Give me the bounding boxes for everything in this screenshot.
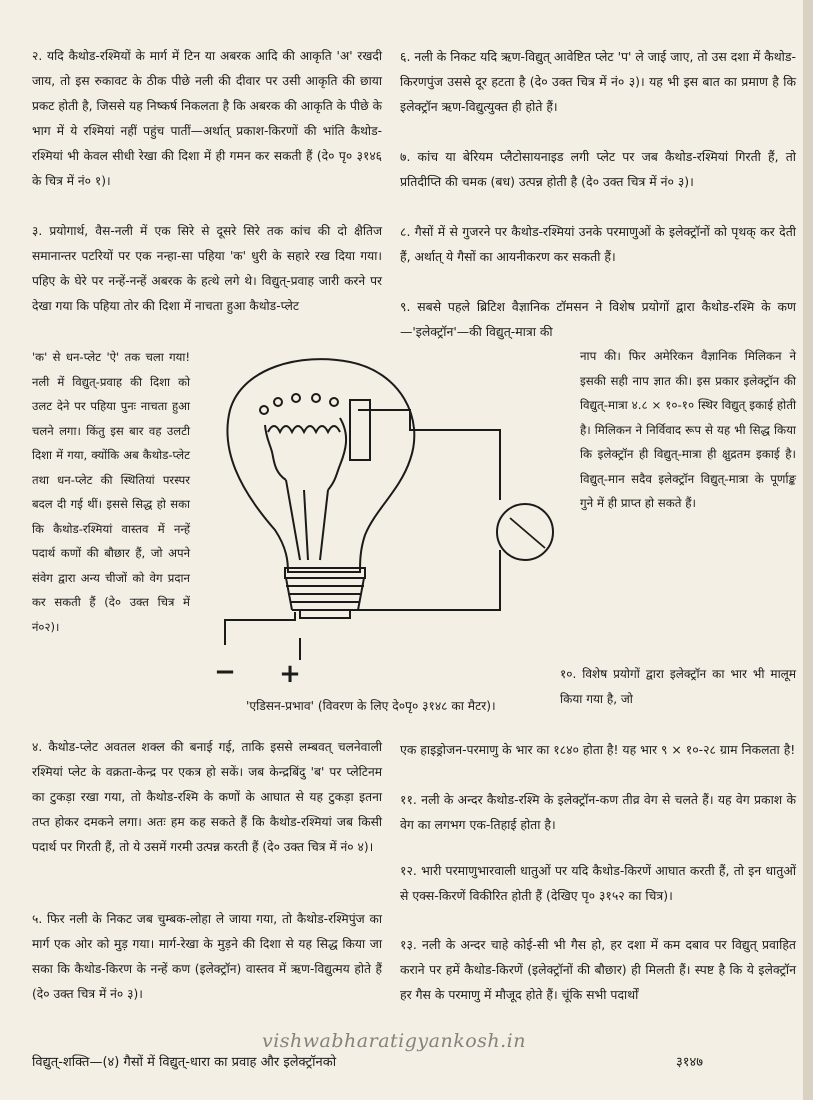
- paragraph-13: १३. नली के अन्दर चाहे कोई-सी भी गैस हो, हर दशा में कम दबाव पर विद्युत् प्रवाहित कराने पर हमें कैथोड-किरणें (इलेक्ट्रॉनों की बौछार) ही मिलती हैं। स्पष्ट है कि ये इलेक्ट्रॉन हर गैस के परमाणु में मौजूद होते हैं। चूंकि सभी पदार्थों: [400, 937, 796, 1002]
- page-number: ३१४७: [676, 1055, 704, 1070]
- paragraph-12: १२. भारी परमाणुभारवाली धातुओं पर यदि कैथोड-किरणें आघात करती हैं, तो इन धातुओं से एक्स-किरणें विकीरित होती हैं (देखिए पृ० ३१५२ का चित्र)।: [400, 863, 796, 903]
- paragraph-10-full: एक हाइड्रोजन-परमाणु के भार का १८४० होता है! यह भार ९ × १०-२८ ग्राम निकलता है!: [400, 742, 796, 757]
- paragraph-9-full: ९. सबसे पहले ब्रिटिश वैज्ञानिक टॉमसन ने विशेष प्रयोगों द्वारा कैथोड-रश्मि के कण—'इलेक्ट्रॉन'—की विद्युत्-मात्रा की: [400, 299, 796, 339]
- paragraph-7: ७. कांच या बेरियम प्लैटोसायनाइड लगी प्लेट पर जब कैथोड-रश्मियां गिरती हैं, तो प्रतिदीप्ति की चमक (बध) उत्पन्न होती है (दे० उक्त चित्र में नं० ३)।: [400, 149, 796, 189]
- filament-coil: [268, 426, 340, 432]
- screw-base: [286, 578, 364, 610]
- paragraph-3-wrap: 'क' से धन-प्लेट 'ऐ' तक चला गया! नली में विद्युत्-प्रवाह की दिशा को उलट देने पर पहिया पुनः नाचता हुआ चलने लगा। किंतु इस बार वह उलटी दिशा में गया, क्योंकि अब कैथोड-प्लेट तथा धन-प्लेट की स्थितियां परस्पर बदल दी गई थीं। इससे सिद्ध हो सका कि कैथोड-रश्मियां वास्तव में नन्हें पदार्थ कणों की बौछार हैं, जो अपने संवेग द्वारा अन्य चीजों को वेग प्रदान कर सकती हैं (दे० उक्त चित्र में नं०२)।: [32, 350, 190, 634]
- paragraph-6: ६. नली के निकट यदि ऋण-विद्युत् आवेष्टित प्लेट 'प' ले जाई जाए, तो उस दशा में कैथोड-किरणपुंज उससे दूर हटता है (दे० उक्त चित्र में नं० ३)। यह भी इस बात का प्रमाण है कि इलेक्ट्रॉन ऋण-विद्युत्युक्त ही होते हैं।: [400, 49, 796, 114]
- figure-caption: 'एडिसन-प्रभाव' (विवरण के लिए दे०पृ० ३१४८ का मैटर)।: [246, 699, 496, 713]
- paragraph-2: २. यदि कैथोड-रश्मियों के मार्ग में टिन या अबरक आदि की आकृति 'अ' रखदी जाय, तो इस रुकावट के ठीक पीछे नली की दीवार पर उसी आकृति की छाया प्रकट होती है, जिससे यह निष्कर्ष निकलता है कि अबरक की आकृति के पीछे के भाग में ये रश्मियां नहीं पहुंच पातीं—अर्थात् प्रकाश-किरणों की भांति कैथोड-रश्मियां भी केवल सीधी रेखा की दिशा में ही गमन कर सकती हैं (दे० पृ० ३१४६ के चित्र में नं० १)।: [32, 49, 382, 188]
- paragraph-8: ८. गैसों में से गुजरने पर कैथोड-रश्मियां उनके परमाणुओं के इलेक्ट्रॉनों को पृथक् कर देती हैं, अर्थात् ये गैसों का आयनीकरण कर सकती हैं।: [400, 224, 796, 264]
- lead-wires: [286, 480, 328, 560]
- base-tip: [300, 610, 350, 618]
- plus-terminal: +: [279, 659, 301, 689]
- website-watermark: vishwabharatigyankosh.in: [262, 1030, 526, 1052]
- running-footer-title: विद्युत्-शक्ति—(४) गैसों में विद्युत्-धारा का प्रवाह और इलेक्ट्रॉनको: [32, 1055, 337, 1070]
- bulb-glass: [227, 359, 414, 572]
- galvanometer-needle: [510, 518, 545, 548]
- paragraph-5: ५. फिर नली के निकट जब चुम्बक-लोहा ले जाया गया, तो कैथोड-रश्मिपुंज का मार्ग एक ओर को मुड़ गया। मार्ग-रेखा के मुड़ने की दिशा से यह सिद्ध किया जा सका कि कैथोड-किरण के नन्हें कण (इलेक्ट्रॉन) वास्तव में ऋण-विद्युत्मय होते हैं (दे० उक्त चित्र में नं० ३)।: [32, 912, 382, 1001]
- paragraph-3-full: ३. प्रयोगार्थ, वैस-नली में एक सिरे से दूसरे सिरे तक कांच की दो क्षैतिज समानान्तर पटरियों पर एक नन्हा-सा पहिया 'क' धुरी के सहारे रख दिया गया। पहिए के घेरे पर नन्हें-नन्हें अबरक के हत्थे लगे थे। विद्युत्-प्रवाह जारी करने पर देखा गया कि पहिया तोर की दिशा में नाचता हुआ कैथोड-प्लेट: [32, 224, 382, 313]
- paragraph-11: ११. नली के अन्दर कैथोड-रश्मि के इलेक्ट्रॉन-कण तीव्र वेग से चलते हैं। यह वेग प्रकाश के वेग का लगभग एक-तिहाई होता है।: [400, 792, 796, 832]
- paragraph-9-wrap: नाप की। फिर अमेरिकन वैज्ञानिक मिलिकन ने इसकी सही नाप ज्ञात की। इस प्रकार इलेक्ट्रॉन की विद्युत्-मात्रा ४.८ × १०-१० स्थिर विद्युत् इकाई होती है। मिलिकन ने निर्विवाद रूप से यह भी सिद्ध किया कि इलेक्ट्रॉन ही विद्युत्-मात्रा ही क्षुद्रतम इकाई है। विद्युत्-मान सदैव इलेक्ट्रॉन विद्युत्-मात्रा के पूर्णाङ्क गुने में ही प्राप्त हो सकते हैं।: [580, 349, 796, 510]
- page-edge: [803, 0, 813, 1100]
- paragraph-4: ४. कैथोड-प्लेट अवतल शक्ल की बनाई गई, ताकि इससे लम्बवत् चलनेवाली रश्मियां प्लेट के वक्रता-केन्द्र पर एकत्र हो सकें। जब केन्द्रबिंदु 'ब' पर प्लेटिनम का टुकड़ा रखा गया, तो कैथोड-रश्मि के कणों के आघात से यह टुकड़ा इतना तप्त होकर दमकने लगा। अतः हम कह सकते हैं कि कैथोड-रश्मियां जब किसी पदार्थ पर गिरती हैं, तो ये उसमें गरमी उत्पन्न करती हैं (दे० उक्त चित्र में नं० ४)।: [32, 740, 382, 854]
- edison-effect-figure: [200, 340, 600, 700]
- paragraph-10-wrap: १०. विशेष प्रयोगों द्वारा इलेक्ट्रॉन का भार भी मालूम किया गया है, जो: [560, 667, 796, 706]
- meter-circuit: [225, 410, 500, 660]
- minus-terminal: −: [214, 657, 236, 687]
